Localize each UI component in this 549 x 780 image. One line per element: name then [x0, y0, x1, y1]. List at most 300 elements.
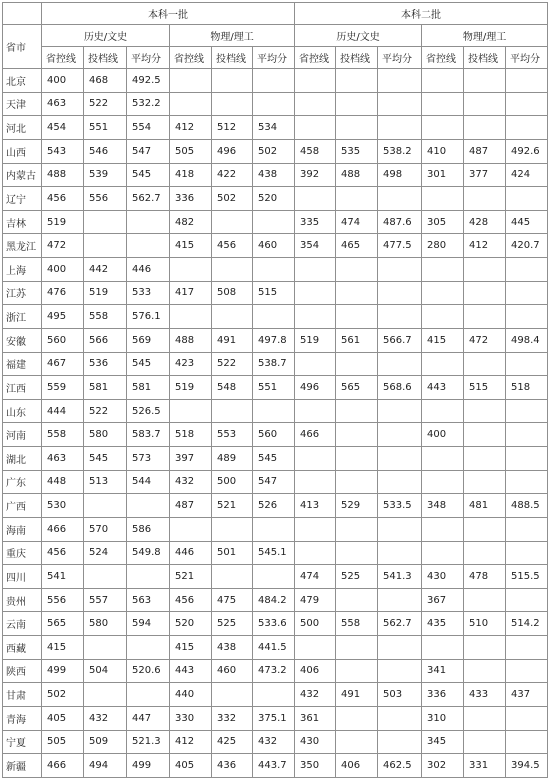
- score-cell: 556: [42, 588, 84, 612]
- score-cell: 536: [84, 352, 127, 376]
- score-cell: 406: [336, 754, 378, 778]
- score-cell: [506, 258, 548, 282]
- score-cell: 460: [253, 234, 295, 258]
- score-cell: [336, 470, 378, 494]
- province-cell: 青海: [3, 706, 42, 730]
- score-cell: 521.3: [127, 730, 170, 754]
- score-cell: 472: [42, 234, 84, 258]
- score-cell: 448: [42, 470, 84, 494]
- metric-average-header: 平均分: [506, 47, 548, 69]
- score-cell: 551: [253, 376, 295, 400]
- score-cell: 463: [42, 92, 84, 116]
- score-cell: 535: [336, 139, 378, 163]
- score-cell: 569: [127, 328, 170, 352]
- score-cell: 456: [212, 234, 253, 258]
- score-cell: [253, 565, 295, 589]
- province-cell: 黑龙江: [3, 234, 42, 258]
- table-row: [3, 258, 548, 282]
- score-cell: [295, 281, 336, 305]
- score-cell: 545.1: [253, 541, 295, 565]
- score-cell: [127, 683, 170, 707]
- score-cell: 518: [170, 423, 212, 447]
- score-cell: 415: [42, 636, 84, 660]
- score-cell: 557: [84, 588, 127, 612]
- score-cell: [253, 258, 295, 282]
- score-cell: [295, 541, 336, 565]
- score-cell: 436: [212, 754, 253, 778]
- score-cell: [170, 258, 212, 282]
- score-cell: [378, 69, 422, 93]
- score-cell: 524: [84, 541, 127, 565]
- province-cell: 安徽: [3, 328, 42, 352]
- score-cell: 466: [42, 754, 84, 778]
- score-cell: 361: [295, 706, 336, 730]
- score-cell: [464, 447, 506, 471]
- score-cell: 489: [212, 447, 253, 471]
- score-cell: [506, 187, 548, 211]
- score-cell: [464, 92, 506, 116]
- province-cell: 广西: [3, 494, 42, 518]
- score-cell: [253, 517, 295, 541]
- score-cell: 446: [127, 258, 170, 282]
- score-cell: 519: [295, 328, 336, 352]
- score-cell: 488.5: [506, 494, 548, 518]
- metric-average-header: 平均分: [378, 47, 422, 69]
- score-cell: 425: [212, 730, 253, 754]
- score-cell: 432: [295, 683, 336, 707]
- score-cell: 415: [422, 328, 464, 352]
- score-cell: 433: [464, 683, 506, 707]
- score-cell: 491: [336, 683, 378, 707]
- score-cell: 488: [336, 163, 378, 187]
- score-cell: [422, 69, 464, 93]
- score-cell: [253, 69, 295, 93]
- province-cell: 山西: [3, 139, 42, 163]
- score-cell: 405: [42, 706, 84, 730]
- score-cell: 423: [170, 352, 212, 376]
- metric-control-line-header: 省控线: [295, 47, 336, 69]
- score-cell: 336: [170, 187, 212, 211]
- score-cell: 441.5: [253, 636, 295, 660]
- score-cell: [336, 423, 378, 447]
- score-cell: 412: [170, 116, 212, 140]
- score-cell: [336, 305, 378, 329]
- score-cell: 519: [84, 281, 127, 305]
- score-cell: [464, 69, 506, 93]
- score-cell: 513: [84, 470, 127, 494]
- score-cell: 505: [42, 730, 84, 754]
- batch1-history-header: 历史/文史: [42, 25, 170, 47]
- score-cell: [295, 447, 336, 471]
- score-cell: 508: [212, 281, 253, 305]
- score-cell: 580: [84, 423, 127, 447]
- score-cell: [506, 399, 548, 423]
- score-cell: 430: [422, 565, 464, 589]
- metric-admission-line-header: 投档线: [464, 47, 506, 69]
- table-row: [3, 187, 548, 211]
- admission-score-table: [2, 2, 548, 778]
- score-cell: [422, 399, 464, 423]
- score-cell: [378, 706, 422, 730]
- table-row: [3, 683, 548, 707]
- score-cell: [336, 517, 378, 541]
- score-cell: [127, 636, 170, 660]
- score-cell: 570: [84, 517, 127, 541]
- score-cell: 350: [295, 754, 336, 778]
- score-cell: 494: [84, 754, 127, 778]
- score-cell: [506, 730, 548, 754]
- score-cell: 345: [422, 730, 464, 754]
- score-cell: 543: [42, 139, 84, 163]
- score-cell: 545: [127, 352, 170, 376]
- score-cell: [336, 706, 378, 730]
- score-cell: [336, 258, 378, 282]
- score-cell: 438: [253, 163, 295, 187]
- score-cell: 341: [422, 659, 464, 683]
- score-cell: 501: [212, 541, 253, 565]
- score-cell: [295, 636, 336, 660]
- score-cell: 488: [170, 328, 212, 352]
- province-cell: 内蒙古: [3, 163, 42, 187]
- score-cell: [464, 116, 506, 140]
- score-cell: 413: [295, 494, 336, 518]
- score-cell: 594: [127, 612, 170, 636]
- score-cell: 487: [170, 494, 212, 518]
- score-cell: [336, 730, 378, 754]
- score-cell: 522: [212, 352, 253, 376]
- score-cell: 520: [253, 187, 295, 211]
- table-row: [3, 588, 548, 612]
- score-cell: 560: [42, 328, 84, 352]
- score-cell: [464, 659, 506, 683]
- score-cell: 400: [42, 69, 84, 93]
- score-cell: 412: [170, 730, 212, 754]
- score-cell: 302: [422, 754, 464, 778]
- province-cell: 陕西: [3, 659, 42, 683]
- score-cell: 438: [212, 636, 253, 660]
- table-row: [3, 399, 548, 423]
- score-cell: 482: [170, 210, 212, 234]
- table-row: [3, 494, 548, 518]
- score-cell: [336, 187, 378, 211]
- score-cell: [170, 92, 212, 116]
- score-cell: 526: [253, 494, 295, 518]
- score-cell: [295, 258, 336, 282]
- score-cell: 561: [336, 328, 378, 352]
- province-cell: 新疆: [3, 754, 42, 778]
- score-cell: [212, 258, 253, 282]
- score-cell: 410: [422, 139, 464, 163]
- table-row: [3, 636, 548, 660]
- score-cell: 474: [295, 565, 336, 589]
- score-cell: [212, 683, 253, 707]
- score-cell: 440: [170, 683, 212, 707]
- score-cell: 475: [212, 588, 253, 612]
- score-cell: 504: [84, 659, 127, 683]
- province-cell: 河南: [3, 423, 42, 447]
- score-cell: [422, 636, 464, 660]
- score-cell: [295, 305, 336, 329]
- score-cell: 565: [336, 376, 378, 400]
- score-cell: 521: [212, 494, 253, 518]
- score-cell: 405: [170, 754, 212, 778]
- score-cell: 280: [422, 234, 464, 258]
- score-cell: 400: [42, 258, 84, 282]
- score-cell: 444: [42, 399, 84, 423]
- score-cell: 487.6: [378, 210, 422, 234]
- province-cell: 宁夏: [3, 730, 42, 754]
- score-cell: [506, 706, 548, 730]
- score-cell: 477.5: [378, 234, 422, 258]
- score-cell: [378, 116, 422, 140]
- score-cell: 525: [212, 612, 253, 636]
- province-cell: 甘肃: [3, 683, 42, 707]
- score-cell: 583.7: [127, 423, 170, 447]
- score-cell: [295, 187, 336, 211]
- score-cell: 580: [84, 612, 127, 636]
- score-cell: 443: [170, 659, 212, 683]
- score-cell: [127, 234, 170, 258]
- score-cell: 581: [84, 376, 127, 400]
- table-row: [3, 69, 548, 93]
- score-cell: [336, 636, 378, 660]
- score-cell: 301: [422, 163, 464, 187]
- score-cell: 375.1: [253, 706, 295, 730]
- score-cell: [84, 210, 127, 234]
- score-cell: 446: [170, 541, 212, 565]
- score-cell: 519: [170, 376, 212, 400]
- score-cell: 415: [170, 636, 212, 660]
- score-cell: 498.4: [506, 328, 548, 352]
- batch-1-header: 本科一批: [42, 3, 295, 25]
- table-body: [3, 69, 548, 778]
- score-cell: [464, 187, 506, 211]
- score-cell: 445: [506, 210, 548, 234]
- score-cell: 394.5: [506, 754, 548, 778]
- score-cell: [295, 517, 336, 541]
- score-cell: [295, 470, 336, 494]
- score-cell: 492.5: [127, 69, 170, 93]
- table-row: [3, 305, 548, 329]
- score-cell: 495: [42, 305, 84, 329]
- table-row: [3, 376, 548, 400]
- score-cell: [464, 423, 506, 447]
- score-cell: 503: [378, 683, 422, 707]
- province-cell: 天津: [3, 92, 42, 116]
- score-cell: 417: [170, 281, 212, 305]
- score-cell: [422, 187, 464, 211]
- score-cell: [212, 565, 253, 589]
- score-cell: [170, 305, 212, 329]
- table-row: [3, 163, 548, 187]
- score-cell: 520.6: [127, 659, 170, 683]
- score-cell: 498: [378, 163, 422, 187]
- province-cell: 浙江: [3, 305, 42, 329]
- score-cell: [378, 92, 422, 116]
- score-cell: 500: [295, 612, 336, 636]
- score-cell: [84, 683, 127, 707]
- score-cell: [464, 706, 506, 730]
- score-cell: [506, 305, 548, 329]
- score-cell: 532.2: [127, 92, 170, 116]
- score-cell: 521: [170, 565, 212, 589]
- province-cell: 河北: [3, 116, 42, 140]
- score-cell: 522: [84, 399, 127, 423]
- score-cell: [506, 636, 548, 660]
- table-row: [3, 210, 548, 234]
- score-cell: [464, 399, 506, 423]
- score-cell: 456: [42, 187, 84, 211]
- score-cell: [378, 730, 422, 754]
- score-cell: 568.6: [378, 376, 422, 400]
- score-cell: 502: [253, 139, 295, 163]
- score-cell: 514.2: [506, 612, 548, 636]
- score-cell: [378, 281, 422, 305]
- score-cell: 502: [212, 187, 253, 211]
- metric-control-line-header: 省控线: [422, 47, 464, 69]
- batch2-history-header: 历史/文史: [295, 25, 422, 47]
- score-cell: 348: [422, 494, 464, 518]
- score-cell: [84, 565, 127, 589]
- table-row: [3, 447, 548, 471]
- table-row: [3, 541, 548, 565]
- score-cell: [422, 305, 464, 329]
- score-cell: 435: [422, 612, 464, 636]
- score-cell: 468: [84, 69, 127, 93]
- score-cell: 447: [127, 706, 170, 730]
- score-cell: [506, 541, 548, 565]
- score-cell: [212, 210, 253, 234]
- score-cell: 509: [84, 730, 127, 754]
- score-cell: 330: [170, 706, 212, 730]
- province-cell: 贵州: [3, 588, 42, 612]
- score-cell: [506, 588, 548, 612]
- score-cell: 538.2: [378, 139, 422, 163]
- score-cell: [212, 305, 253, 329]
- score-cell: 481: [464, 494, 506, 518]
- score-cell: [464, 541, 506, 565]
- score-cell: 548: [212, 376, 253, 400]
- score-cell: 456: [42, 541, 84, 565]
- score-cell: [170, 69, 212, 93]
- score-cell: [422, 92, 464, 116]
- score-cell: 437: [506, 683, 548, 707]
- score-cell: 544: [127, 470, 170, 494]
- metric-header-row: [3, 47, 548, 69]
- score-cell: [212, 399, 253, 423]
- score-cell: 367: [422, 588, 464, 612]
- score-cell: [422, 470, 464, 494]
- score-cell: 541.3: [378, 565, 422, 589]
- score-cell: [127, 210, 170, 234]
- score-cell: 558: [336, 612, 378, 636]
- score-cell: 392: [295, 163, 336, 187]
- score-cell: [506, 281, 548, 305]
- score-cell: 545: [253, 447, 295, 471]
- score-cell: [336, 588, 378, 612]
- score-cell: [336, 116, 378, 140]
- score-cell: [84, 234, 127, 258]
- score-cell: [84, 494, 127, 518]
- score-cell: 563: [127, 588, 170, 612]
- score-cell: 478: [464, 565, 506, 589]
- score-cell: 422: [212, 163, 253, 187]
- score-cell: 551: [84, 116, 127, 140]
- score-cell: [84, 636, 127, 660]
- table-row: [3, 423, 548, 447]
- score-cell: [170, 399, 212, 423]
- score-cell: 397: [170, 447, 212, 471]
- score-cell: 505: [170, 139, 212, 163]
- score-cell: [506, 69, 548, 93]
- score-cell: [464, 470, 506, 494]
- score-cell: 472: [464, 328, 506, 352]
- score-cell: 576.1: [127, 305, 170, 329]
- score-cell: 549.8: [127, 541, 170, 565]
- score-cell: [378, 470, 422, 494]
- province-cell: 湖北: [3, 447, 42, 471]
- province-cell: 吉林: [3, 210, 42, 234]
- table-row: [3, 730, 548, 754]
- score-cell: [378, 399, 422, 423]
- score-cell: 497.8: [253, 328, 295, 352]
- score-cell: 520: [170, 612, 212, 636]
- score-cell: 454: [42, 116, 84, 140]
- score-cell: [422, 447, 464, 471]
- score-cell: [464, 281, 506, 305]
- score-cell: 529: [336, 494, 378, 518]
- score-cell: [464, 730, 506, 754]
- score-cell: [464, 352, 506, 376]
- score-cell: 586: [127, 517, 170, 541]
- score-cell: [253, 210, 295, 234]
- score-cell: 530: [42, 494, 84, 518]
- score-cell: [336, 281, 378, 305]
- score-cell: 558: [84, 305, 127, 329]
- score-cell: 487: [464, 139, 506, 163]
- score-cell: [378, 447, 422, 471]
- province-cell: 上海: [3, 258, 42, 282]
- score-cell: 534: [253, 116, 295, 140]
- score-cell: 406: [295, 659, 336, 683]
- score-cell: 553: [212, 423, 253, 447]
- score-cell: [378, 517, 422, 541]
- score-cell: 533: [127, 281, 170, 305]
- score-cell: 560: [253, 423, 295, 447]
- score-cell: 443.7: [253, 754, 295, 778]
- score-cell: 522: [84, 92, 127, 116]
- score-cell: 400: [422, 423, 464, 447]
- score-cell: [422, 258, 464, 282]
- score-cell: 492.6: [506, 139, 548, 163]
- score-cell: 533.5: [378, 494, 422, 518]
- score-cell: 558: [42, 423, 84, 447]
- table-row: [3, 234, 548, 258]
- score-cell: 562.7: [378, 612, 422, 636]
- score-cell: [295, 399, 336, 423]
- metric-average-header: 平均分: [253, 47, 295, 69]
- score-cell: [253, 305, 295, 329]
- score-cell: 462.5: [378, 754, 422, 778]
- score-cell: 547: [253, 470, 295, 494]
- score-cell: 545: [84, 447, 127, 471]
- score-cell: 418: [170, 163, 212, 187]
- score-cell: [253, 399, 295, 423]
- score-cell: [295, 92, 336, 116]
- table-row: [3, 328, 548, 352]
- province-cell: 山东: [3, 399, 42, 423]
- score-cell: 515: [464, 376, 506, 400]
